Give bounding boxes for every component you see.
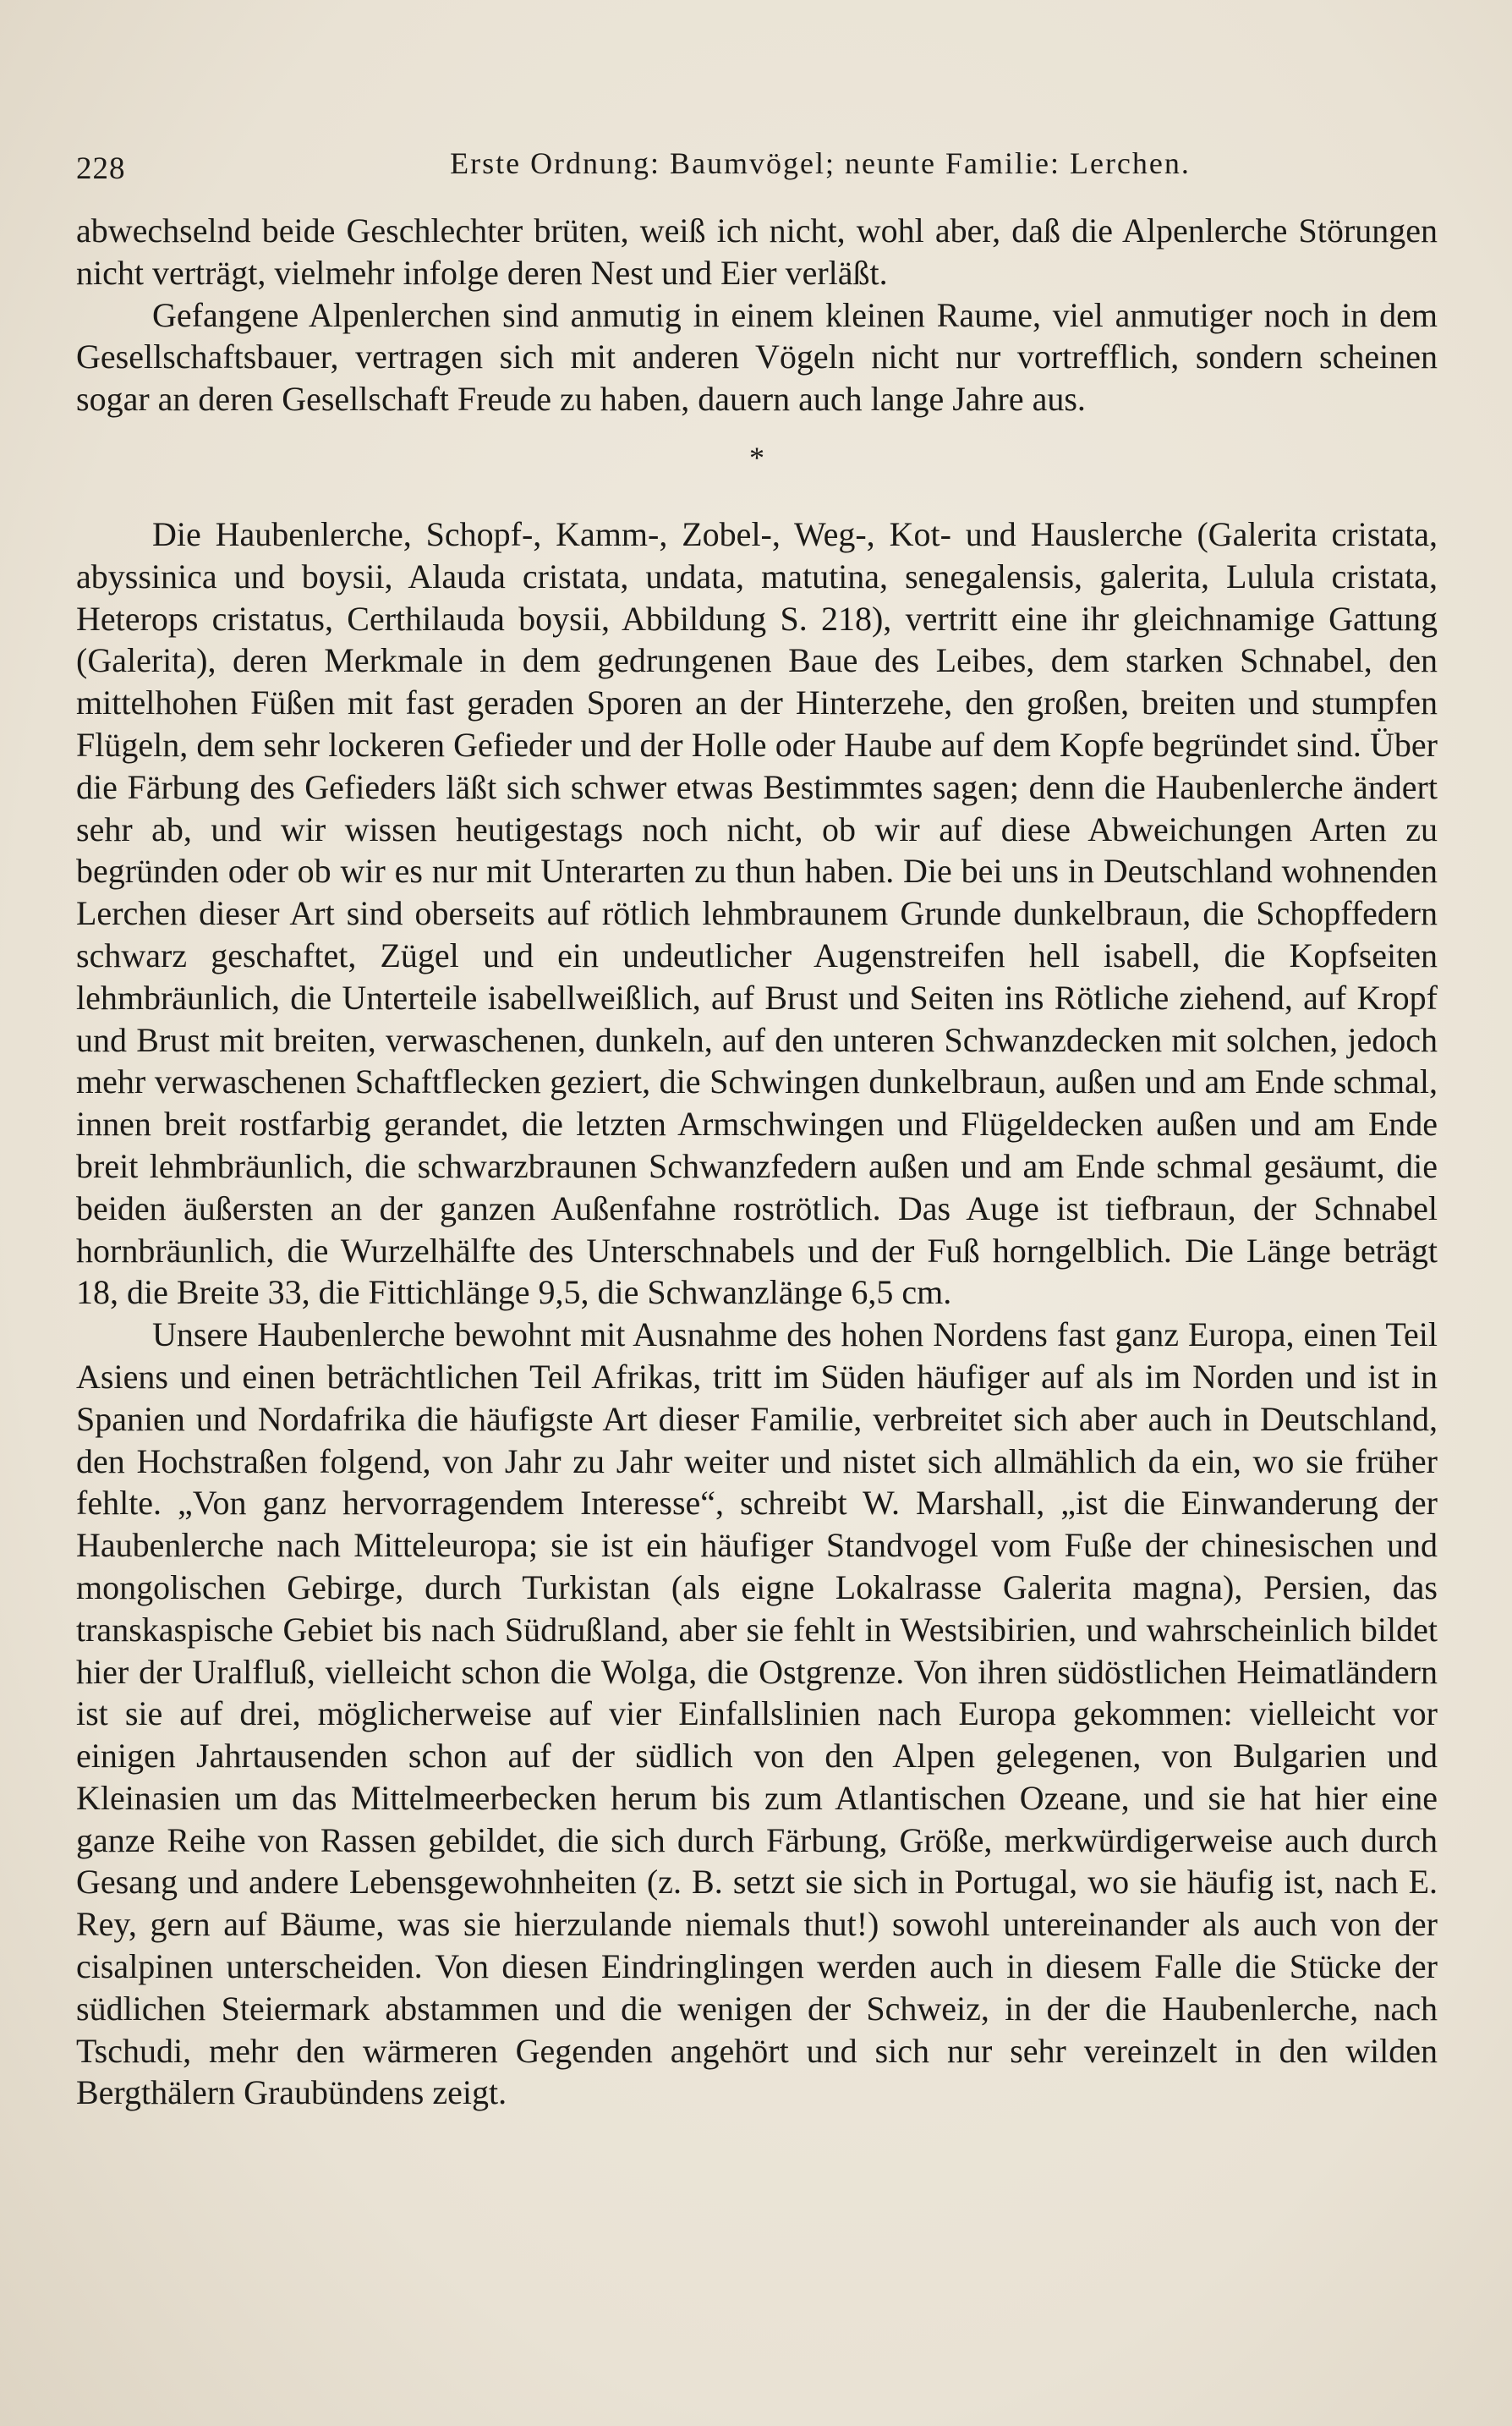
paragraph-crested-lark-description: Die Haubenlerche, Schopf-, Kamm-, Zobel-, Weg-, Kot- und Hauslerche (Galerita cristata, abyssinica und boysii, Alauda cristata, undata, matutina, senegalensis, galerita, Lulula cristata, Heterops cristatus, Certhilauda boysii, Abbildung S. 218), vertritt eine ihr gleichnamige Gattung (Galerita), deren Merkmale in dem gedrungenen Baue des Leibes, dem starken Schnabel, den mittelhohen Füßen mit fast geraden Sporen an der Hinterzehe, den großen, breiten und stumpfen Flügeln, dem sehr lockeren Gefieder und der Holle oder Haube auf dem Kopfe begründet sind. Über die Färbung des Gefieders läßt sich schwer etwas Bestimmtes sagen; denn die Haubenlerche ändert sehr ab, und wir wissen heutigestags noch nicht, ob wir auf diese Abweichungen Arten zu begründen oder ob wir es nur mit Unterarten zu thun haben. Die bei uns in Deutschland wohnenden Lerchen dieser Art sind oberseits auf rötlich lehmbraunem Grunde dunkelbraun, die Schopffedern schwarz geschaftet, Zügel und ein undeutlicher Augenstreifen hell isabell, die Kopfseiten lehmbräunlich, die Unterteile isabellweißlich, auf Brust und Seiten ins Rötliche ziehend, auf Kropf und Brust mit breiten, verwaschenen, dunkeln, auf den unteren Schwanzdecken mit solchen, jedoch mehr verwaschenen Schaftflecken geziert, die Schwingen dunkelbraun, außen und am Ende schmal, innen breit rostfarbig gerandet, die letzten Armschwingen und Flügeldecken außen und am Ende breit lehmbräunlich, die schwarzbraunen Schwanzfedern außen und am Ende schmal gesäumt, die beiden äußersten an der ganzen Außenfahne roströtlich. Das Auge ist tiefbraun, der Schnabel hornbräunlich, die Wurzelhälfte des Unterschnabels und der Fuß horngelblich. Die Länge beträgt 18, die Breite 33, die Fittichlänge 9,5, die Schwanzlänge 6,5 cm. — [76, 514, 1438, 1312]
running-head: Erste Ordnung: Baumvögel; neunte Familie: Lerchen. — [450, 146, 1191, 180]
body-text — [76, 210, 1438, 2114]
page-header — [76, 127, 1438, 186]
page-number: 228 — [76, 151, 126, 186]
paragraph-captive-alpine-larks: Gefangene Alpenlerchen sind anmutig in einem kleinen Raume, viel anmutiger noch in dem Gesellschaftsbauer, vertragen sich mit anderen Vögeln nicht nur vortrefflich, sondern scheinen sogar an deren Gesellschaft Freude zu haben, dauern auch lange Jahre aus. — [76, 295, 1438, 419]
section-separator-asterisk: * — [749, 440, 764, 475]
book-page — [76, 127, 1438, 2394]
paragraph-continuation: abwechselnd beide Geschlechter brüten, weiß ich nicht, wohl aber, daß die Alpenlerche Störungen nicht verträgt, vielmehr infolge deren Nest und Eier verläßt. — [76, 211, 1438, 292]
paragraph-crested-lark-distribution: Unsere Haubenlerche bewohnt mit Ausnahme des hohen Nordens fast ganz Europa, einen Teil Asiens und einen beträchtlichen Teil Afrikas, tritt im Süden häufiger auf als im Norden und ist in Spanien und Nordafrika die häufigste Art dieser Familie, verbreitet sich aber auch in Deutschland, den Hochstraßen folgend, von Jahr zu Jahr weiter und nistet sich allmählich da ein, wo sie früher fehlte. „Von ganz hervorragendem Interesse“, schreibt W. Marshall, „ist die Einwanderung der Haubenlerche nach Mitteleuropa; sie ist ein häufiger Standvogel vom Fuße der chinesischen und mongolischen Gebirge, durch Turkistan (als eigne Lokalrasse Galerita magna), Persien, das transkaspische Gebiet bis nach Südrußland, aber sie fehlt in Westsibirien, und wahrscheinlich bildet hier der Uralfluß, vielleicht schon die Wolga, die Ostgrenze. Von ihren südöstlichen Heimatländern ist sie auf drei, möglicherweise auf vier Einfallslinien nach Europa gekommen: vielleicht vor einigen Jahrtausenden schon auf der südlich von den Alpen gelegenen, von Bulgarien und Kleinasien um das Mittelmeerbecken herum bis zum Atlantischen Ozeane, und sie hat hier eine ganze Reihe von Rassen gebildet, die sich durch Färbung, Größe, merkwürdigerweise auch durch Gesang und andere Lebensgewohnheiten (z. B. setzt sie sich in Portugal, wo sie häufig ist, nach E. Rey, gern auf Bäume, was sie hierzulande niemals thut!) sowohl untereinander als auch von der cisalpinen unterscheiden. Von diesen Eindringlingen werden auch in diesem Falle die Stücke der südlichen Steiermark abstammen und die wenigen der Schweiz, in der die Haubenlerche, nach Tschudi, mehr den wärmeren Gegenden angehört und sich nur sehr vereinzelt in den wilden Bergthälern Graubündens zeigt. — [76, 1315, 1438, 2112]
